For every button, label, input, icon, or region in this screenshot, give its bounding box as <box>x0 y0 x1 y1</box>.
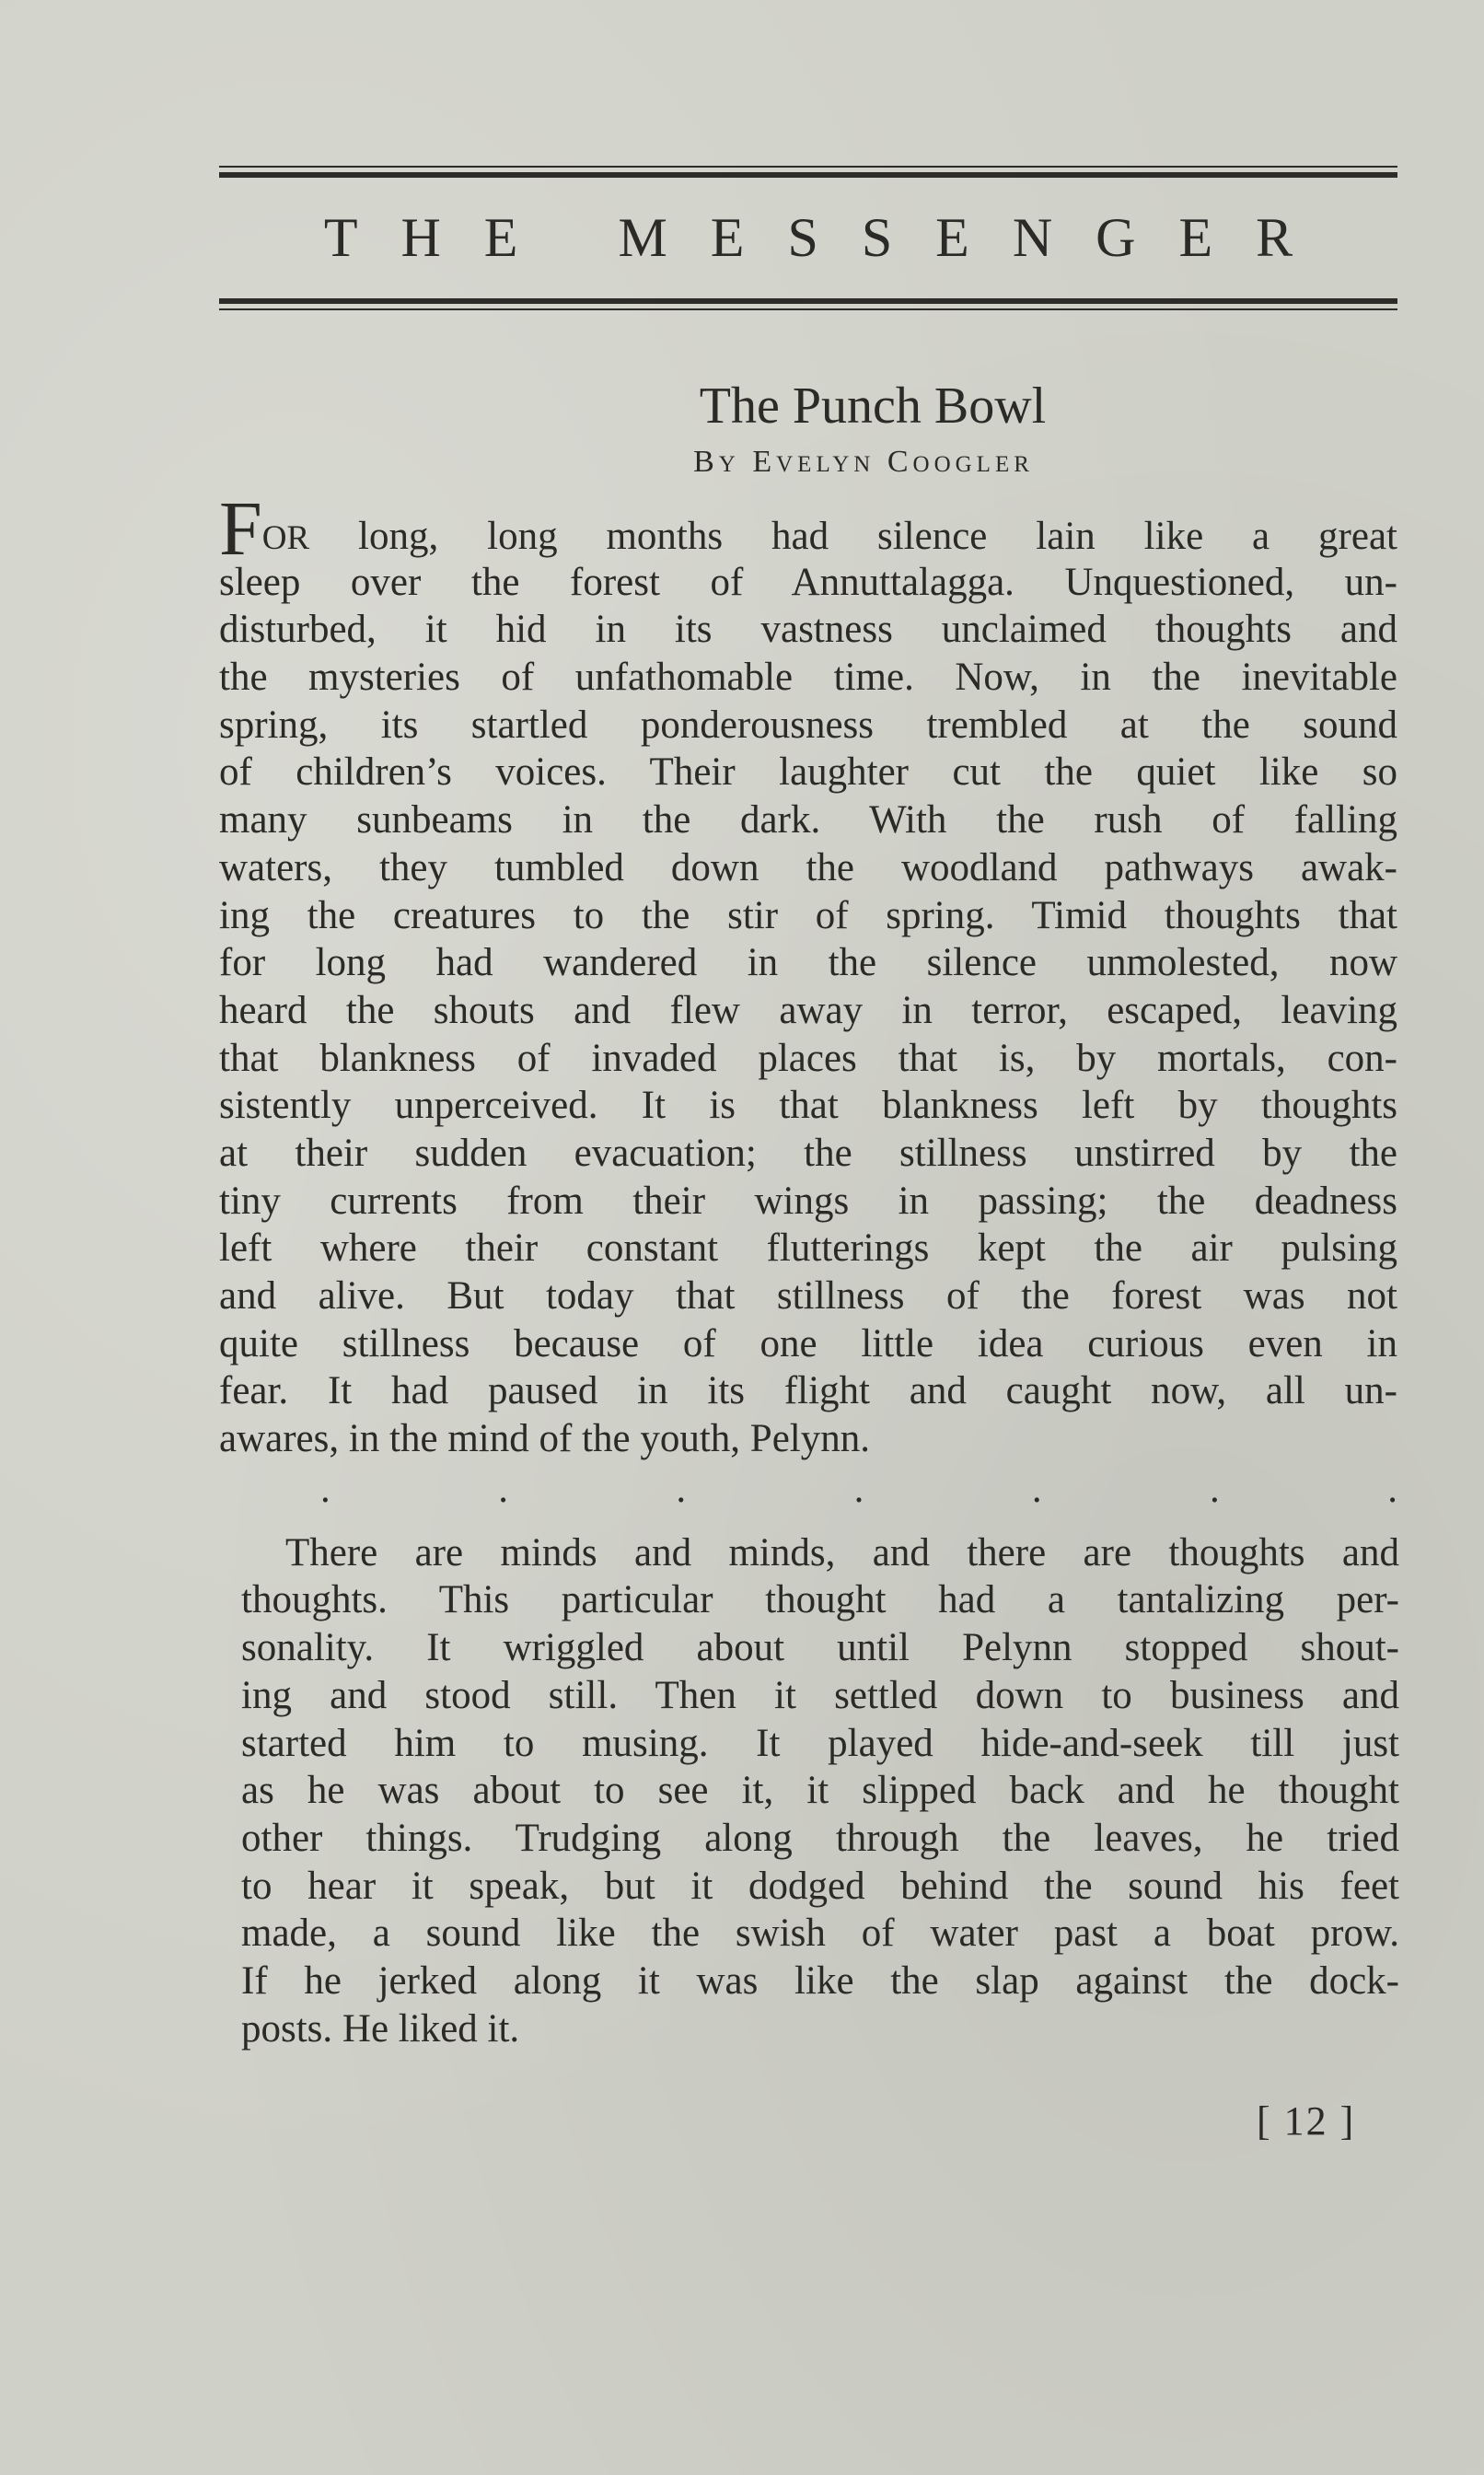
drop-cap: F <box>219 486 262 572</box>
paragraph-line: thoughts. This particular thought had a tantalizing per- <box>241 1578 1399 1622</box>
paragraph-line: the mysteries of unfathomable time. Now, in the inevitable <box>219 656 1397 700</box>
paragraph-line: heard the shouts and flew away in terror, escaped, leaving <box>219 988 1397 1032</box>
paragraph-line: that blankness of invaded places that is, by mortals, con- <box>219 1036 1397 1080</box>
masthead-top-rule <box>219 166 1397 178</box>
paragraph-line: at their sudden evacuation; the stillness unstirred by the <box>219 1131 1397 1175</box>
paragraph-line: started him to musing. It played hide-and-seek till just <box>241 1721 1399 1765</box>
separator-dot: . <box>1031 1467 1042 1511</box>
page <box>219 166 1397 2052</box>
separator-dot: . <box>1210 1467 1220 1511</box>
paragraph-line: sistently unperceived. It is that blankness left by thoughts <box>219 1084 1397 1128</box>
paragraph-line: disturbed, it hid in its vastness unclaimed thoughts and <box>219 608 1397 652</box>
paragraph-line: fear. It had paused in its flight and caught now, all un- <box>219 1369 1397 1413</box>
thin-rule <box>219 166 1397 168</box>
paragraph-line: and alive. But today that stillness of the forest was not <box>219 1274 1397 1318</box>
paragraph-line <box>219 486 1397 572</box>
masthead-title: THE MESSENGER <box>323 207 1337 268</box>
paragraph-line: posts. He liked it. <box>241 2006 520 2051</box>
paragraph-line: made, a sound like the swish of water past a boat prow. <box>241 1911 1399 1956</box>
paragraph-line: ing the creatures to the stir of spring. Timid thoughts that <box>219 893 1397 937</box>
masthead-bottom-rule <box>219 298 1397 310</box>
paragraph-1 <box>219 486 1397 1463</box>
paragraph-line: awares, in the mind of the youth, Pelynn. <box>219 1417 870 1461</box>
paragraph-line: as he was about to see it, it slipped back and he thought <box>241 1769 1399 1813</box>
paragraph-line: sonality. It wriggled about until Pelynn stopped shout- <box>241 1626 1399 1670</box>
separator-dot: . <box>853 1467 864 1511</box>
separator-dot: . <box>1387 1467 1397 1511</box>
paragraph-line: waters, they tumbled down the woodland pathways awak- <box>219 845 1397 889</box>
page-number: [ 12 ] <box>1257 2098 1356 2144</box>
article-title: The Punch Bowl <box>699 378 1047 435</box>
article-byline <box>330 445 1397 480</box>
line-text: long, long months had silence lain like a great <box>309 515 1397 558</box>
paragraph-line: quite stillness because of one little idea curious even in <box>219 1321 1397 1365</box>
thick-rule <box>219 298 1397 304</box>
paragraph-line: for long had wandered in the silence unmolested, now <box>219 941 1397 985</box>
byline-by: BY <box>693 445 740 479</box>
paragraph-line: sleep over the forest of Annuttalagga. Unquestioned, un- <box>219 560 1397 604</box>
paragraph-line: of children’s voices. Their laughter cut the quiet like so <box>219 750 1397 795</box>
thick-rule <box>219 172 1397 178</box>
paragraph-2 <box>241 1529 1399 2053</box>
paragraph-line: If he jerked along it was like the slap against the dock- <box>241 1958 1399 2003</box>
paragraph-line: left where their constant flutterings kept the air pulsing <box>219 1226 1397 1271</box>
paragraph-line: other things. Trudging along through the leaves, he tried <box>241 1816 1399 1860</box>
section-separator <box>320 1463 1397 1516</box>
byline-author: EVELYN COOGLER <box>752 445 1034 479</box>
paragraph-line: There are minds and minds, and there are thoughts and <box>285 1530 1399 1574</box>
paragraph-line: spring, its startled ponderousness trembled at the sound <box>219 703 1397 747</box>
thin-rule <box>219 308 1397 310</box>
paragraph-line: ing and stood still. Then it settled down to business and <box>241 1673 1399 1717</box>
paragraph-line: to hear it speak, but it dodged behind the sound his feet <box>241 1864 1399 1908</box>
separator-dot: . <box>498 1467 508 1511</box>
paragraph-line: many sunbeams in the dark. With the rush of falling <box>219 798 1397 842</box>
drop-cap-continuation: OR <box>261 519 310 557</box>
separator-dot: . <box>320 1467 330 1511</box>
separator-dot: . <box>676 1467 687 1511</box>
paragraph-line: tiny currents from their wings in passing; the deadness <box>219 1179 1397 1223</box>
